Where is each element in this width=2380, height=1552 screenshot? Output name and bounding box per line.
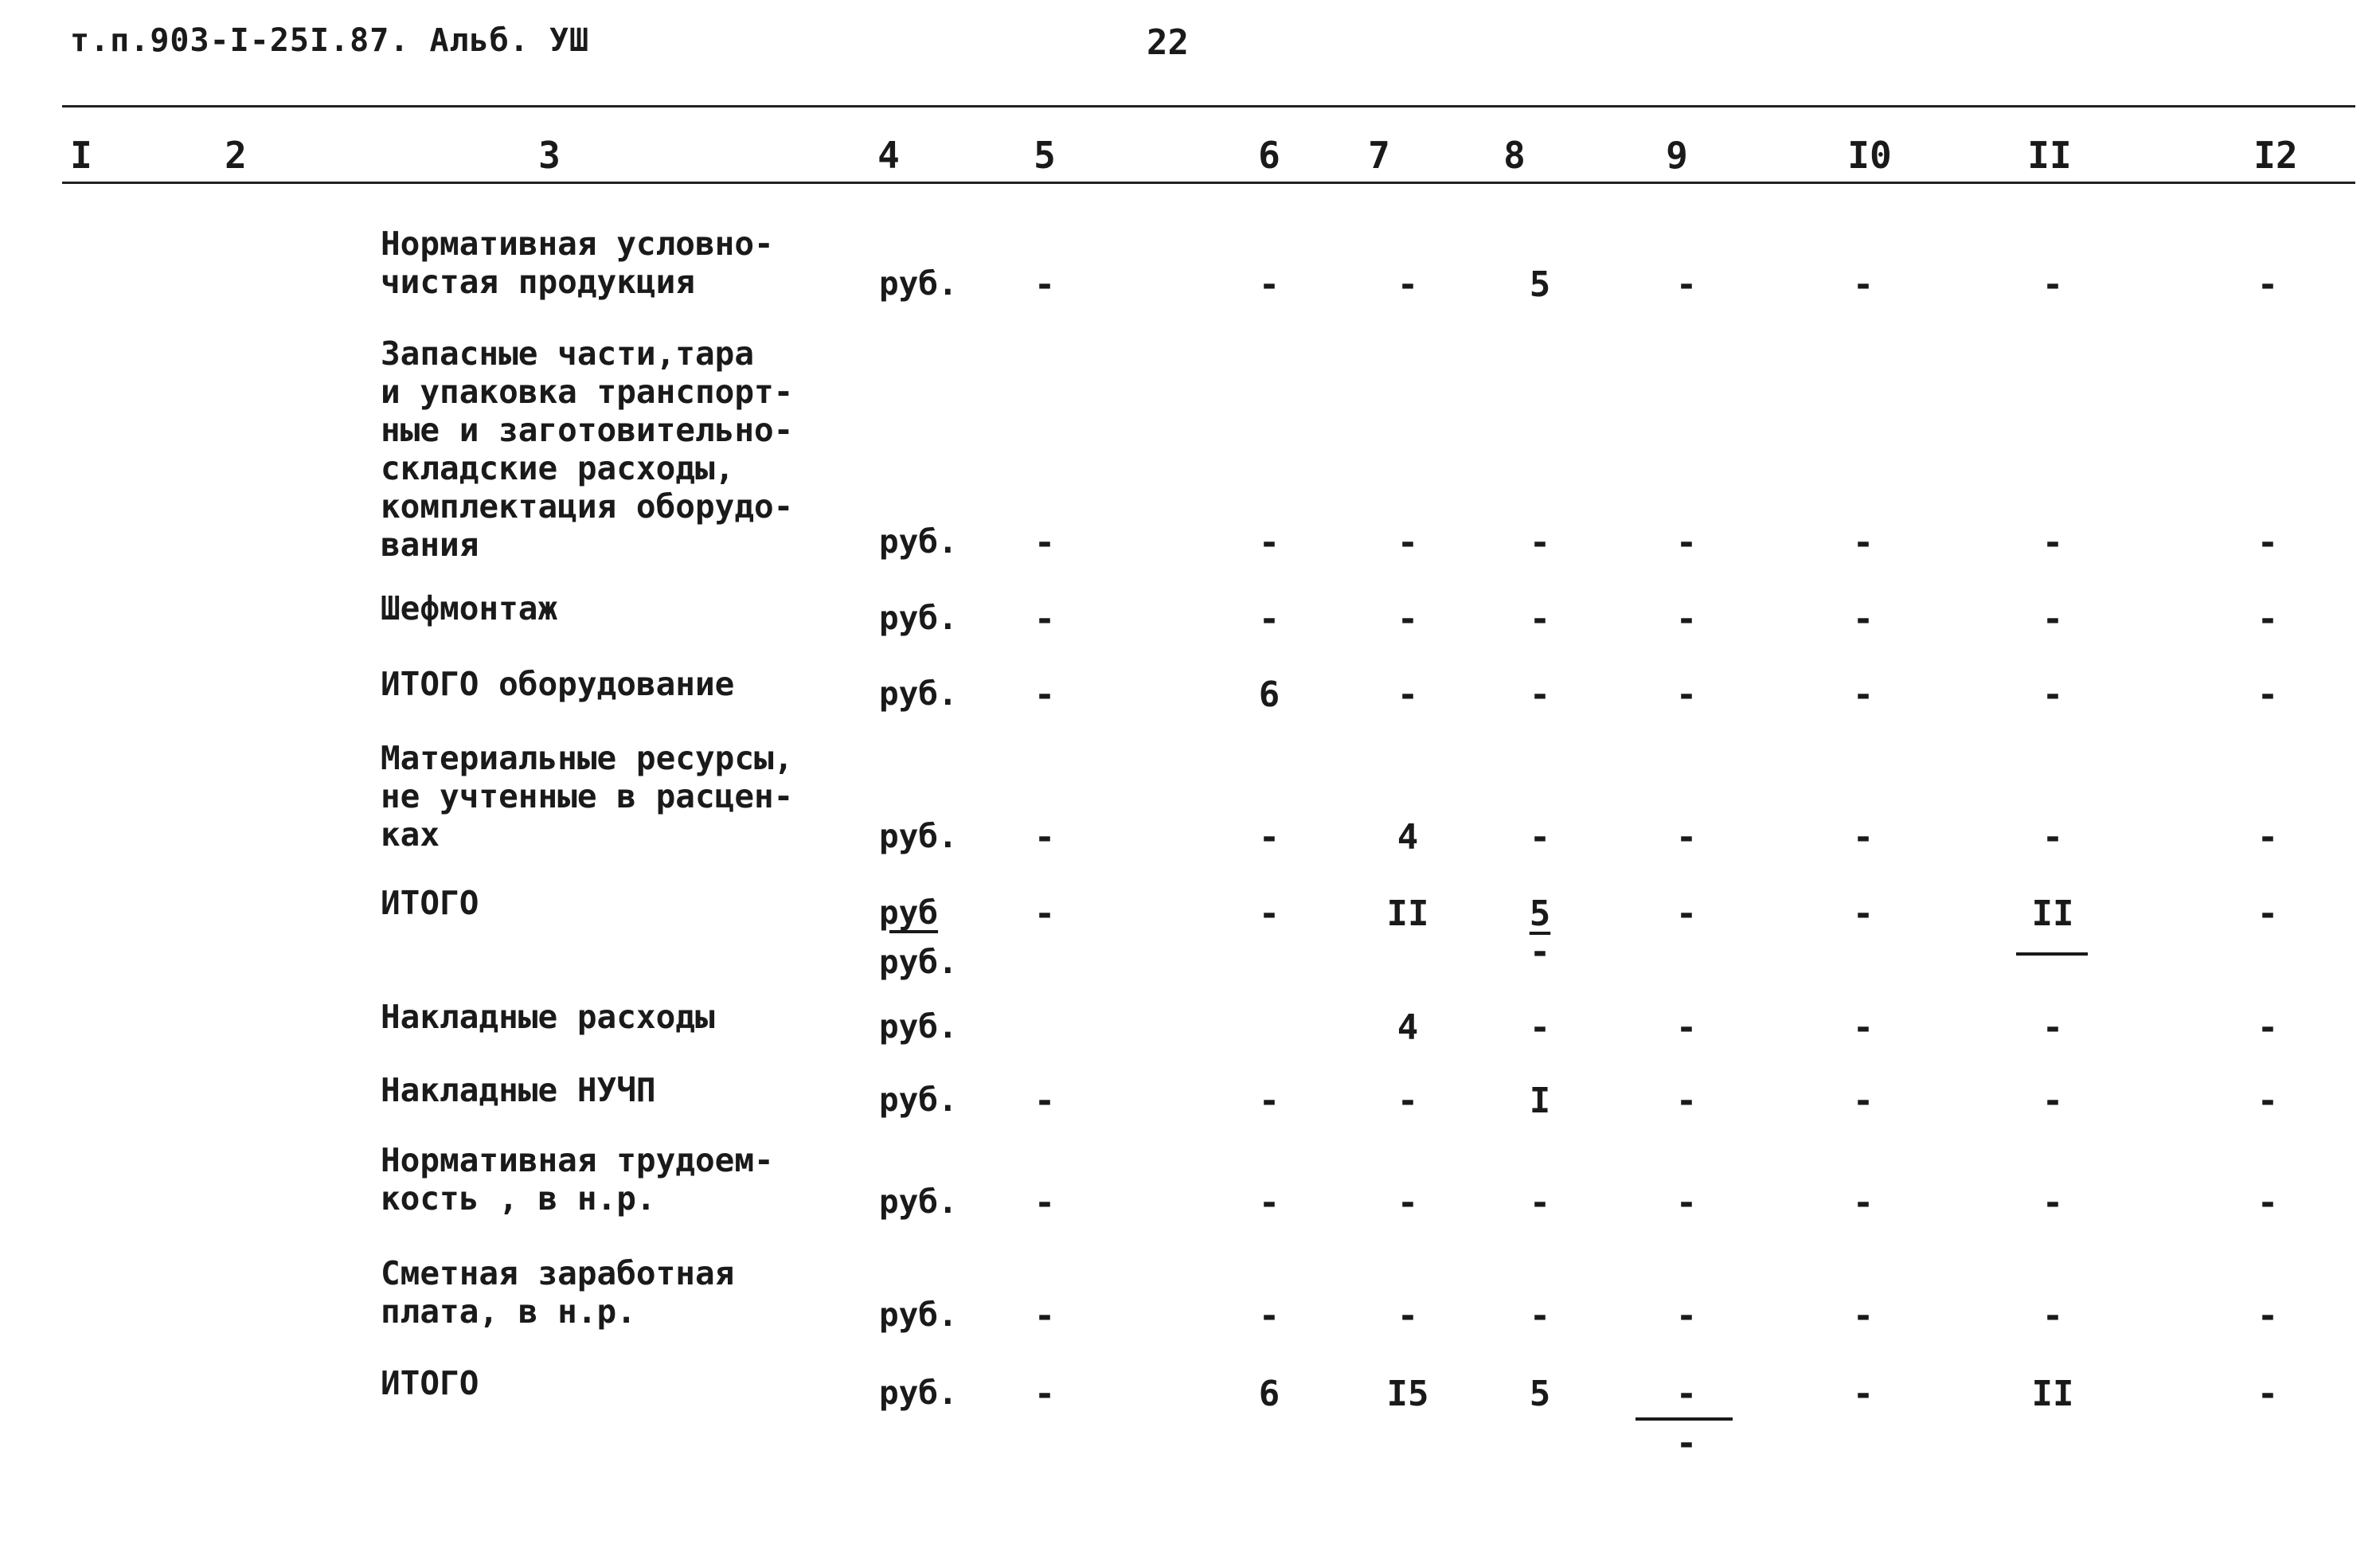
- cell-c5: -: [1034, 1183, 1056, 1223]
- row-unit: руб: [879, 893, 939, 932]
- cell-c8: -: [1529, 522, 1551, 563]
- row-description: Накладные НУЧП: [381, 1071, 656, 1109]
- cell-c10: -: [1852, 1296, 1874, 1336]
- table-header-rule: [62, 182, 2355, 184]
- row-description: Сметная заработная плата, в н.р.: [381, 1254, 735, 1331]
- column-header-9: 9: [1666, 134, 1688, 177]
- cell-c8: 5: [1529, 1374, 1551, 1414]
- column-header-10: I0: [1847, 134, 1892, 177]
- cell-c9: -: [1675, 674, 1698, 715]
- column-header-3: 3: [538, 134, 561, 177]
- row-unit: руб.: [879, 1296, 958, 1334]
- cell-c7: -: [1397, 264, 1419, 305]
- cell-c8: I: [1529, 1081, 1551, 1121]
- cell-c12: -: [2257, 1374, 2279, 1414]
- cell-c5: -: [1034, 1374, 1056, 1414]
- row-unit: руб.: [879, 522, 958, 561]
- cell-c7: -: [1397, 1183, 1419, 1223]
- cell-c10: -: [1852, 893, 1874, 934]
- cell-c7: -: [1397, 674, 1419, 715]
- cell-c8-secondary: -: [1529, 932, 1551, 972]
- cell-c11: II: [2031, 893, 2074, 934]
- cell-c12: -: [2257, 1296, 2279, 1336]
- column-header-5: 5: [1034, 134, 1056, 177]
- cell-c5: -: [1034, 817, 1056, 858]
- cell-c8: -: [1529, 674, 1551, 715]
- cell-c12: -: [2257, 674, 2279, 715]
- column-header-12: I2: [2253, 134, 2298, 177]
- row-unit: руб.: [879, 264, 958, 303]
- cell-c9: -: [1675, 817, 1698, 858]
- cell-c7: II: [1386, 893, 1429, 934]
- cell-c11: -: [2042, 264, 2064, 305]
- cell-c6: -: [1258, 893, 1280, 934]
- cell-c9: -: [1675, 522, 1698, 563]
- cell-c6: -: [1258, 1296, 1280, 1336]
- cell-c10: -: [1852, 1183, 1874, 1223]
- column-header-1: I: [70, 134, 92, 177]
- cell-c5: -: [1034, 522, 1056, 563]
- cell-c8: -: [1529, 599, 1551, 639]
- row-unit: руб.: [879, 1374, 958, 1412]
- cell-c10: -: [1852, 817, 1874, 858]
- cell-c12: -: [2257, 1081, 2279, 1121]
- cell-c9: -: [1675, 1374, 1698, 1414]
- cell-c11: -: [2042, 1081, 2064, 1121]
- cell-c5: -: [1034, 1296, 1056, 1336]
- cell-c7: 4: [1397, 1007, 1419, 1048]
- cell-c6: -: [1258, 599, 1280, 639]
- row-description: ИТОГО: [381, 884, 479, 922]
- cell-c7: -: [1397, 522, 1419, 563]
- column-header-11: II: [2027, 134, 2072, 177]
- cell-c5: -: [1034, 674, 1056, 715]
- row-unit: руб.: [879, 599, 958, 637]
- row-description: Нормативная условно- чистая продукция: [381, 225, 774, 301]
- cell-c5: -: [1034, 893, 1056, 934]
- cell-c8: -: [1529, 1296, 1551, 1336]
- cell-c5: -: [1034, 264, 1056, 305]
- cell-c5: -: [1034, 1081, 1056, 1121]
- row-description: Накладные расходы: [381, 998, 715, 1036]
- cell-c12: -: [2257, 522, 2279, 563]
- cell-c7: -: [1397, 599, 1419, 639]
- cell-c7: I5: [1386, 1374, 1429, 1414]
- column-header-2: 2: [225, 134, 247, 177]
- row-description: Нормативная трудоем- кость , в н.р.: [381, 1141, 774, 1218]
- cell-c6: 6: [1258, 1374, 1280, 1414]
- cell-c7: -: [1397, 1296, 1419, 1336]
- cell-c12: -: [2257, 893, 2279, 934]
- column-header-6: 6: [1258, 134, 1280, 177]
- total-underline: [1636, 1417, 1733, 1421]
- column-header-7: 7: [1368, 134, 1390, 177]
- subtotal-underline: [2016, 952, 2088, 956]
- row-unit: руб.: [879, 1081, 958, 1119]
- row-description: Материальные ресурсы, не учтенные в расцен- ках: [381, 739, 794, 854]
- cell-c10: -: [1852, 599, 1874, 639]
- cell-c7: -: [1397, 1081, 1419, 1121]
- cell-c10: -: [1852, 1081, 1874, 1121]
- column-header-4: 4: [877, 134, 900, 177]
- table-top-rule: [62, 105, 2355, 108]
- cell-c8: 5: [1529, 264, 1551, 305]
- cell-c11: -: [2042, 817, 2064, 858]
- cell-c9: -: [1675, 1183, 1698, 1223]
- page-number: 22: [1147, 22, 1189, 63]
- cell-c10: -: [1852, 264, 1874, 305]
- cell-c8: -: [1529, 1007, 1551, 1048]
- cell-c12: -: [2257, 599, 2279, 639]
- row-unit-secondary: руб.: [879, 943, 958, 981]
- cell-c9: -: [1675, 1007, 1698, 1048]
- cell-c10: -: [1852, 522, 1874, 563]
- cell-c6: -: [1258, 264, 1280, 305]
- cell-c7: 4: [1397, 817, 1419, 858]
- cell-c5: -: [1034, 599, 1056, 639]
- cell-c9: -: [1675, 893, 1698, 934]
- cell-c10: -: [1852, 1007, 1874, 1048]
- cell-c11: -: [2042, 599, 2064, 639]
- cell-c8: -: [1529, 817, 1551, 858]
- cell-c11: -: [2042, 1296, 2064, 1336]
- cell-c10: -: [1852, 1374, 1874, 1414]
- cell-c6: -: [1258, 1081, 1280, 1121]
- column-header-8: 8: [1503, 134, 1526, 177]
- row-description: ИТОГО: [381, 1364, 479, 1402]
- cell-c11: -: [2042, 522, 2064, 563]
- row-unit: руб.: [879, 817, 958, 855]
- row-unit: руб.: [879, 1183, 958, 1221]
- cell-c9: -: [1675, 1081, 1698, 1121]
- cell-c12: -: [2257, 1007, 2279, 1048]
- cell-c6: -: [1258, 522, 1280, 563]
- row-description: Шефмонтаж: [381, 589, 558, 627]
- document-code: т.п.903-I-25I.87. Альб. УШ: [70, 22, 590, 59]
- row-unit: руб.: [879, 1007, 958, 1046]
- cell-c6: 6: [1258, 674, 1280, 715]
- cell-c12: -: [2257, 264, 2279, 305]
- cell-c6: -: [1258, 817, 1280, 858]
- cell-c10: -: [1852, 674, 1874, 715]
- cell-c12: -: [2257, 1183, 2279, 1223]
- cell-c11: II: [2031, 1374, 2074, 1414]
- cell-c8: -: [1529, 1183, 1551, 1223]
- cell-c8: 5: [1529, 893, 1551, 934]
- cell-c11: -: [2042, 1007, 2064, 1048]
- cell-c9: -: [1675, 599, 1698, 639]
- cell-c9: -: [1675, 1296, 1698, 1336]
- cell-c12: -: [2257, 817, 2279, 858]
- row-description: Запасные части,тара и упаковка транспорт- ные и заготовительно- складские расходы, комплектация оборудо- вания: [381, 334, 794, 564]
- cell-c6: -: [1258, 1183, 1280, 1223]
- cell-c11: -: [2042, 1183, 2064, 1223]
- cell-c9-secondary: -: [1675, 1423, 1698, 1464]
- row-unit: руб.: [879, 674, 958, 713]
- cell-c9: -: [1675, 264, 1698, 305]
- row-description: ИТОГО оборудование: [381, 665, 735, 703]
- cell-c11: -: [2042, 674, 2064, 715]
